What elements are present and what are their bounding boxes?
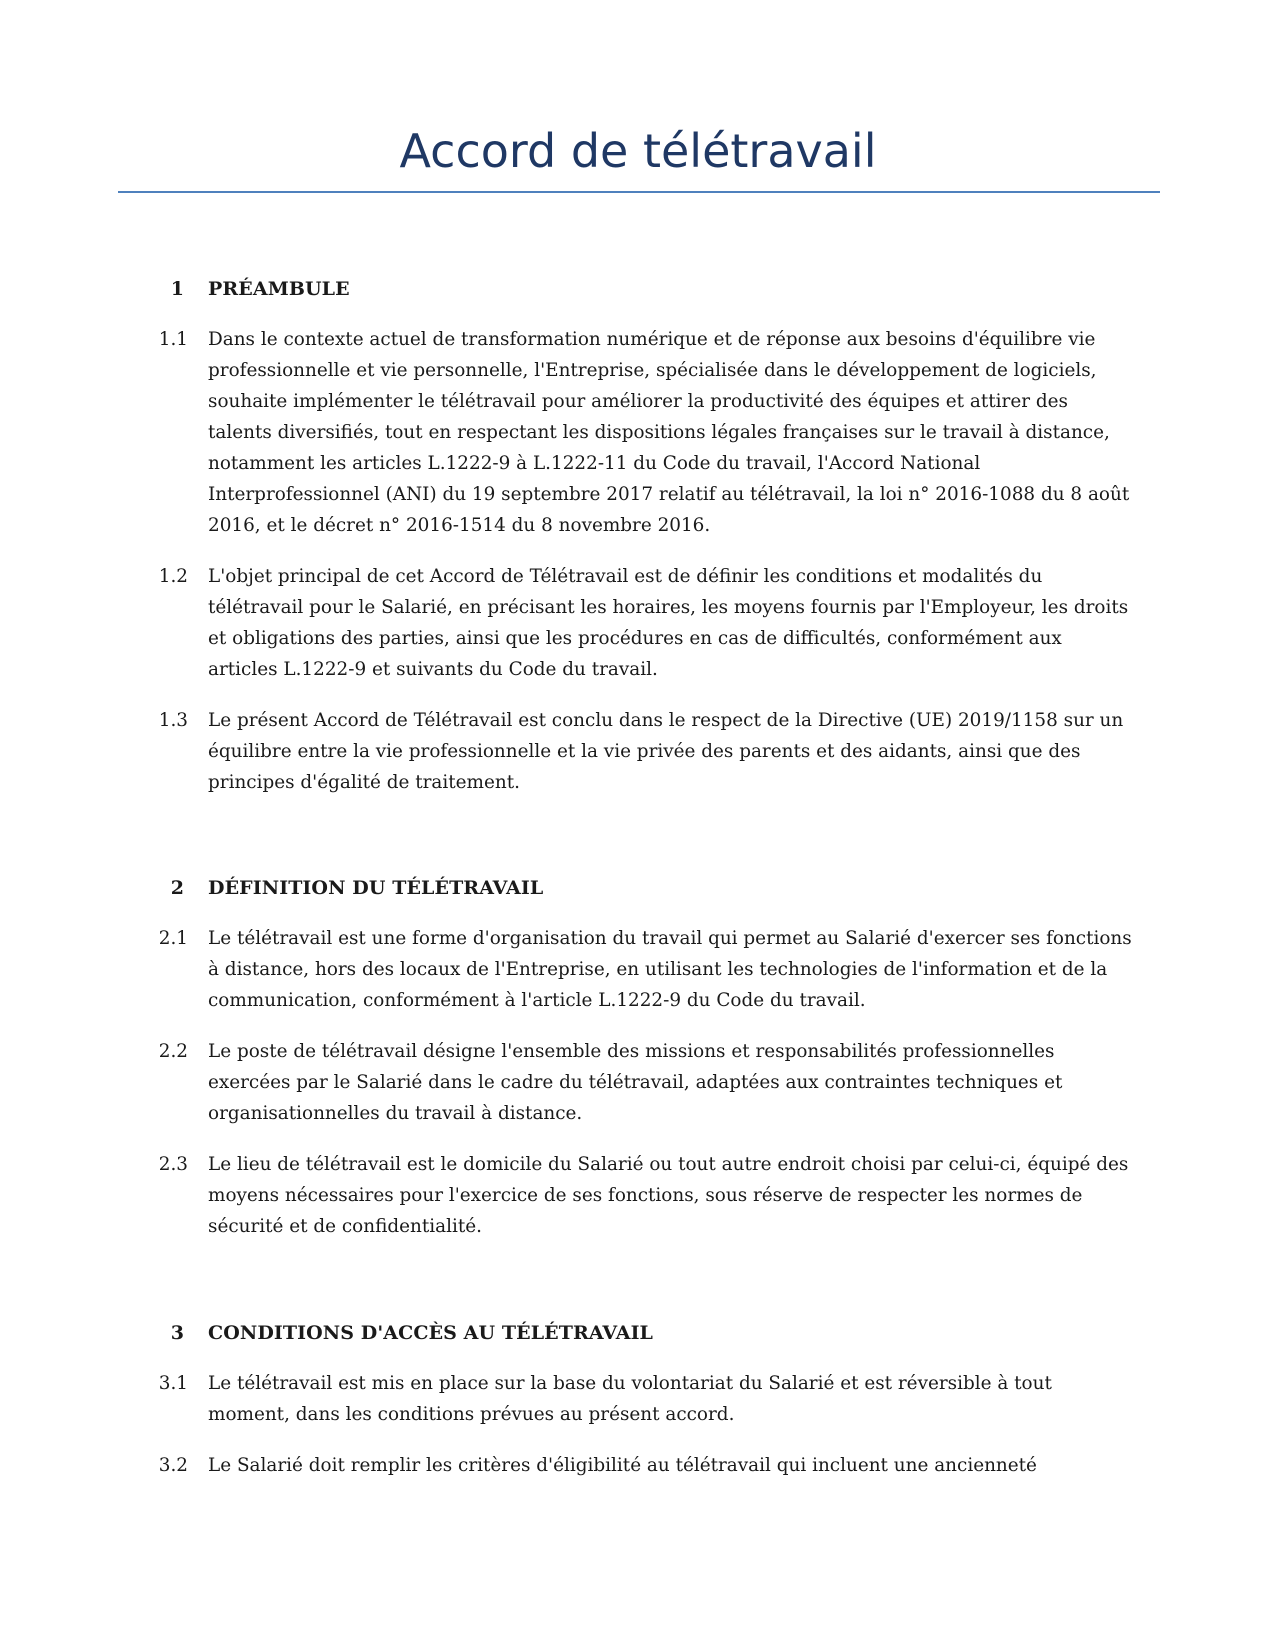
clause-number: 3.1 xyxy=(158,1373,188,1394)
clause-text: L'objet principal de cet Accord de Télétravail est de définir les conditions et modalités du télétravail pour le Salarié, en précisant les horaires, les moyens fournis par l'Employeur, les droits et obligations des parties, ainsi que les procédures en cas de difficultés, conformément aux articles L.1222-9 et suivants du Code du travail. xyxy=(208,566,1129,680)
section-definition xyxy=(0,873,1275,1242)
clause-2-2 xyxy=(0,1036,1275,1129)
clause-3-2 xyxy=(0,1450,1275,1481)
section-heading xyxy=(0,274,1275,304)
section-conditions xyxy=(0,1318,1275,1481)
clause-number: 1.3 xyxy=(158,710,188,731)
section-title: CONDITIONS D'ACCÈS AU TÉLÉTRAVAIL xyxy=(208,1322,654,1344)
section-title: DÉFINITION DU TÉLÉTRAVAIL xyxy=(208,877,544,899)
section-heading xyxy=(0,1318,1275,1348)
clause-number: 2.2 xyxy=(158,1041,188,1062)
section-number: 1 xyxy=(170,278,184,300)
clause-number: 2.3 xyxy=(158,1154,188,1175)
title-underline xyxy=(118,191,1160,193)
clause-text: Le poste de télétravail désigne l'ensemble des missions et responsabilités professionnelles exercées par le Salarié dans le cadre du télétravail, adaptées aux contraintes techniques et organisationnelles du travail à distance. xyxy=(208,1041,1063,1124)
clause-number: 1.1 xyxy=(158,329,188,350)
clause-text: Le télétravail est mis en place sur la base du volontariat du Salarié et est réversible à tout moment, dans les conditions prévues au présent accord. xyxy=(208,1373,1052,1425)
clause-text: Le lieu de télétravail est le domicile du Salarié ou tout autre endroit choisi par celui-ci, équipé des moyens nécessaires pour l'exercice de ses fonctions, sous réserve de respecter les normes de sécurité et de confidentialité. xyxy=(208,1154,1129,1237)
clause-1-1 xyxy=(0,324,1275,541)
clause-2-1 xyxy=(0,923,1275,1016)
clause-number: 3.2 xyxy=(158,1455,188,1476)
section-number: 3 xyxy=(170,1322,184,1344)
clause-1-3 xyxy=(0,705,1275,798)
clause-number: 2.1 xyxy=(158,928,188,949)
clause-number: 1.2 xyxy=(158,566,188,587)
clause-3-1 xyxy=(0,1368,1275,1430)
clause-text: Dans le contexte actuel de transformation numérique et de réponse aux besoins d'équilibre vie professionnelle et vie personnelle, l'Entreprise, spécialisée dans le développement de logiciels, souhaite implémenter le télétravail pour améliorer la productivité des équipes et attirer des talents diversifiés, tout en respectant les dispositions légales françaises sur le travail à distance, notamment les articles L.1222-9 à L.1222-11 du Code du travail, l'Accord National Interprofessionnel (ANI) du 19 septembre 2017 relatif au télétravail, la loi n° 2016-1088 du 8 août 2016, et le décret n° 2016-1514 du 8 novembre 2016. xyxy=(208,329,1130,536)
clause-2-3 xyxy=(0,1149,1275,1242)
document-title: Accord de télétravail xyxy=(399,124,877,178)
clause-1-2 xyxy=(0,561,1275,685)
section-preambule xyxy=(0,274,1275,798)
section-title: PRÉAMBULE xyxy=(208,278,350,300)
clause-text: Le télétravail est une forme d'organisation du travail qui permet au Salarié d'exercer ses fonctions à distance, hors des locaux de l'Entreprise, en utilisant les technologies de l'information et de la communication, conformément à l'article L.1222-9 du Code du travail. xyxy=(208,928,1132,1011)
clause-text: Le Salarié doit remplir les critères d'éligibilité au télétravail qui incluent une ancienneté xyxy=(208,1455,1037,1476)
section-heading xyxy=(0,873,1275,903)
section-number: 2 xyxy=(170,877,184,899)
clause-text: Le présent Accord de Télétravail est conclu dans le respect de la Directive (UE) 2019/1158 sur un équilibre entre la vie professionnelle et la vie privée des parents et des aidants, ainsi que des principes d'égalité de traitement. xyxy=(208,710,1124,793)
